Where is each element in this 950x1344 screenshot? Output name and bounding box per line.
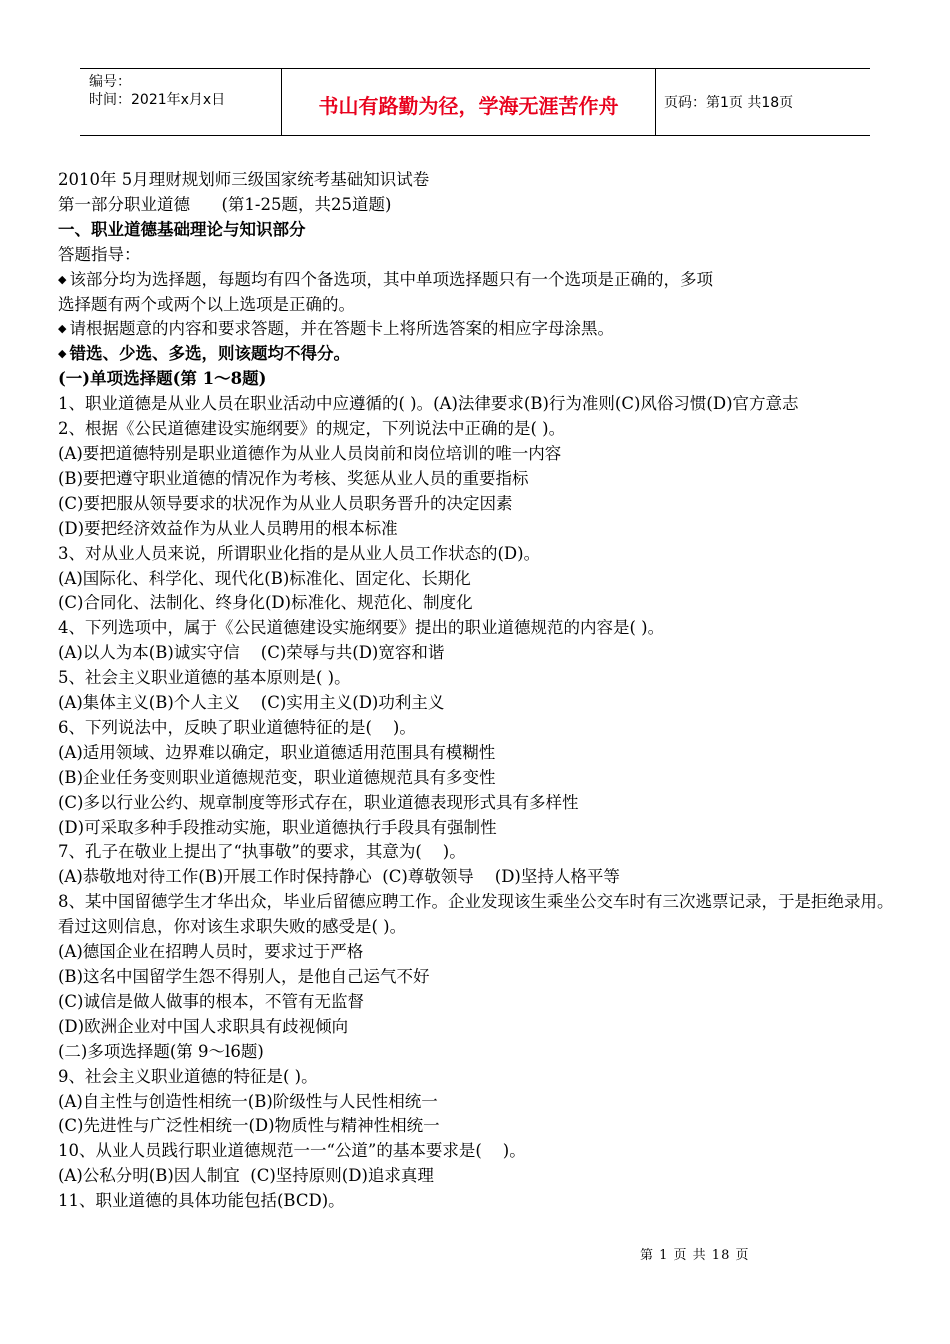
page-footer: 第 1 页 共 18 页 [640,1248,750,1263]
header-motto: 书山有路勤为径，学海无涯苦作舟 [282,69,656,135]
option-line: (C)要把服从领导要求的状况作为从业人员职务晋升的决定因素 [58,493,513,513]
question-line: 1、职业道德是从业人员在职业活动中应遵循的( )。(A)法律要求(B)行为准则(C)风俗习惯(D)官方意志 [58,394,799,414]
single-choice-heading: (一)单项选择题(第 1～8题) [58,369,267,389]
page-header [80,68,870,136]
option-line: (A)以人为本(B)诚实守信 (C)荣辱与共(D)宽容和谐 [58,643,445,663]
diamond-bullet-icon: ◆ [58,272,67,286]
option-line: (C)先进性与广泛性相统一(D)物质性与精神性相统一 [58,1116,440,1136]
question-line: 6、下列说法中，反映了职业道德特征的是( )。 [58,717,416,737]
option-line: (C)多以行业公约、规章制度等形式存在，职业道德表现形式具有多样性 [58,792,579,812]
question-line: 5、社会主义职业道德的基本原则是( )。 [58,668,351,688]
option-line: (B)这名中国留学生怨不得别人，是他自己运气不好 [58,967,430,986]
doc-title: 2010年 5月理财规划师三级国家统考基础知识试卷 [58,170,430,189]
question-line: 10、从业人员践行职业道德规范一一“公道”的基本要求是( )。 [58,1141,526,1161]
option-line: (B)企业任务变则职业道德规范变，职业道德规范具有多变性 [58,767,496,787]
guide-text-2: 请根据题意的内容和要求答题，并在答题卡上将所选答案的相应字母涂黑。 [69,319,614,339]
header-meta-cell [80,69,282,135]
option-line: (D)欧洲企业对中国人求职具有歧视倾向 [58,1016,349,1036]
header-page-label: 页码：第1页 共18页 [664,95,794,111]
option-line: (C)合同化、法制化、终身化(D)标准化、规范化、制度化 [58,593,473,613]
option-line: (A)国际化、科学化、现代化(B)标准化、固定化、长期化 [58,568,471,588]
option-line: (D)要把经济效益作为从业人员聘用的根本标准 [58,518,398,538]
diamond-bullet-icon: ◆ [58,322,67,336]
option-line: (C)诚信是做人做事的根本，不管有无监督 [58,991,364,1011]
diamond-bullet-icon: ◆ [58,347,67,361]
option-line: (A)要把道德特别是职业道德作为从业人员岗前和岗位培训的唯一内容 [58,443,562,463]
guide-item-3 [58,342,898,367]
guide-item-2 [58,317,898,342]
guide-text-3: 错选、少选、多选，则该题均不得分。 [69,344,350,364]
option-line: (A)德国企业在招聘人员时，要求过于严格 [58,942,364,962]
question-line: 2、根据《公民道德建设实施纲要》的规定，下列说法中正确的是( )。 [58,419,566,439]
option-line: (A)公私分明(B)因人制宜 (C)坚持原则(D)追求真理 [58,1166,434,1186]
question-line: 9、社会主义职业道德的特征是( )。 [58,1066,318,1086]
option-line: (A)集体主义(B)个人主义 (C)实用主义(D)功利主义 [58,693,445,713]
question-line: 3、对从业人员来说，所谓职业化指的是从业人员工作状态的(D)。 [58,543,541,563]
option-line: (D)可采取多种手段推动实施，职业道德执行手段具有强制性 [58,817,497,837]
guide-text-1b: 选择题有两个或两个以上选项是正确的。 [58,294,355,314]
question-line: 4、下列选项中，属于《公民道德建设实施纲要》提出的职业道德规范的内容是( )。 [58,618,665,638]
option-line: (A)适用领域、边界难以确定，职业道德适用范围具有模糊性 [58,742,496,762]
time-label: 时间：2021年x月x日 [89,92,226,108]
multi-choice-heading: (二)多项选择题(第 9～l6题) [58,1041,264,1061]
option-line: (A)自主性与创造性相统一(B)阶级性与人民性相统一 [58,1091,438,1111]
option-line: (B)要把遵守职业道德的情况作为考核、奖惩从业人员的重要指标 [58,468,529,488]
option-line: (A)恭敬地对待工作(B)开展工作时保持静心 (C)尊敬领导 (D)坚持人格平等 [58,867,620,887]
guide-item-1 [58,268,898,293]
part-heading: 第一部分职业道德 (第1-25题，共25道题) [58,194,392,214]
guide-text-1a: 该部分均为选择题，每题均有四个备选项，其中单项选择题只有一个选项是正确的，多项 [69,269,713,289]
question-line: 11、职业道德的具体功能包括(BCD)。 [58,1191,345,1211]
section-heading: 一、职业道德基础理论与知识部分 [58,219,306,239]
question-line: 7、孔子在敬业上提出了“执事敬”的要求，其意为( )。 [58,842,466,862]
guide-label: 答题指导： [58,244,141,264]
document-body [58,168,898,1214]
code-label: 编号： [89,74,131,90]
question-line: 8、某中国留德学生才华出众，毕业后留德应聘工作。企业发现该生乘坐公交车时有三次逃票记录，于是拒绝录用。看过这则信息，你对该生求职失败的感受是( )。 [58,892,894,937]
